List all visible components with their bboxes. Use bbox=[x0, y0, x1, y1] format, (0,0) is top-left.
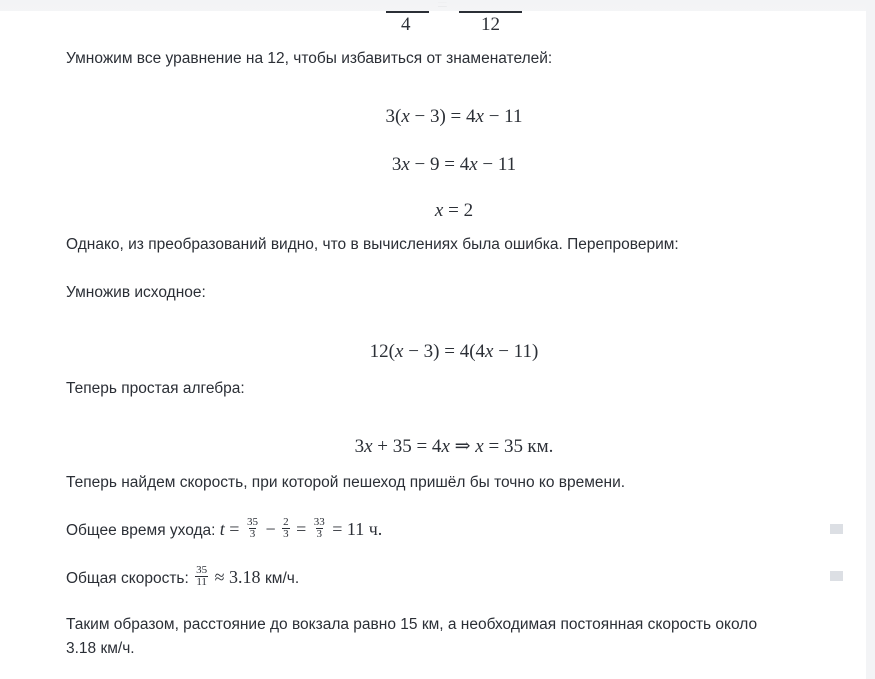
fraction-bar-left bbox=[386, 11, 429, 13]
numerator: 33 bbox=[313, 516, 325, 529]
numerator: 2 bbox=[283, 516, 289, 529]
equation-5-unit: км. bbox=[527, 436, 554, 457]
fraction-35-11 bbox=[195, 565, 208, 588]
equation-3-text: x = 2 bbox=[434, 200, 474, 221]
copy-marker-icon[interactable] bbox=[830, 571, 843, 581]
equation-1-text: 3(x − 3) = 4x − 11 bbox=[385, 106, 523, 127]
equation-3 bbox=[66, 200, 842, 222]
paragraph-conclusion-line-1: Таким образом, расстояние до вокзала равно 15 км, а необходимая постоянная скорость около bbox=[66, 616, 758, 633]
paragraph-error: Однако, из преобразований видно, что в вычислениях была ошибка. Перепроверим: bbox=[66, 236, 679, 253]
denominator: 3 bbox=[283, 528, 289, 541]
denominator: 3 bbox=[249, 528, 256, 541]
minus-sign: − bbox=[265, 519, 276, 539]
total-time-label: Общее время ухода: bbox=[66, 522, 216, 539]
equation-4 bbox=[66, 341, 842, 363]
equation-5-text: 3x + 35 = 4x ⇒ x = 35 bbox=[354, 436, 523, 457]
paragraph-total-time bbox=[66, 517, 382, 543]
fraction-bar-right bbox=[459, 11, 522, 13]
numerator: 35 bbox=[196, 564, 208, 577]
top-scroll-fade bbox=[0, 0, 866, 11]
fraction-33-3 bbox=[313, 517, 326, 540]
fraction-denominator-right: 12 bbox=[481, 14, 500, 35]
equation-5 bbox=[66, 435, 842, 458]
paragraph-multiply: Умножим все уравнение на 12, чтобы избавиться от знаменателей: bbox=[66, 50, 553, 67]
total-speed-formula bbox=[193, 564, 265, 589]
equation-2-text: 3x − 9 = 4x − 11 bbox=[391, 154, 517, 175]
paragraph-find-speed: Теперь найдем скорость, при которой пешеход пришёл бы точно ко времени. bbox=[66, 474, 626, 491]
speed-approx: ≈ 3.18 bbox=[214, 567, 261, 587]
paragraph-multiplying: Умножив исходное: bbox=[66, 284, 206, 301]
denominator: 3 bbox=[316, 528, 323, 541]
time-unit: ч. bbox=[368, 519, 383, 539]
equation-1 bbox=[66, 106, 842, 128]
time-variable: t bbox=[219, 519, 225, 539]
total-speed-label: Общая скорость: bbox=[66, 570, 189, 587]
fraction-2-3 bbox=[282, 517, 290, 540]
equals-sign: = bbox=[296, 519, 307, 539]
scrollbar-track[interactable] bbox=[866, 0, 875, 679]
total-time-formula: t = $\frac{35}{3}$ − $\frac{2}{3}$ = $\frac{33}{3}$ = 11 ч. bbox=[219, 516, 383, 541]
speed-unit: км/ч. bbox=[265, 570, 300, 587]
paragraph-conclusion-line-2: 3.18 км/ч. bbox=[66, 640, 135, 657]
equation-4-text: 12(x − 3) = 4(4x − 11) bbox=[369, 341, 539, 362]
fraction-denominator-left: 4 bbox=[401, 14, 411, 35]
fraction-35-3 bbox=[246, 517, 259, 540]
copy-marker-icon[interactable] bbox=[830, 524, 843, 534]
numerator: 35 bbox=[246, 516, 258, 529]
denominator: 11 bbox=[196, 576, 207, 589]
equation-2 bbox=[66, 154, 842, 176]
time-result: = 11 bbox=[332, 519, 365, 539]
paragraph-algebra: Теперь простая алгебра: bbox=[66, 380, 245, 397]
paragraph-total-speed bbox=[66, 565, 299, 591]
